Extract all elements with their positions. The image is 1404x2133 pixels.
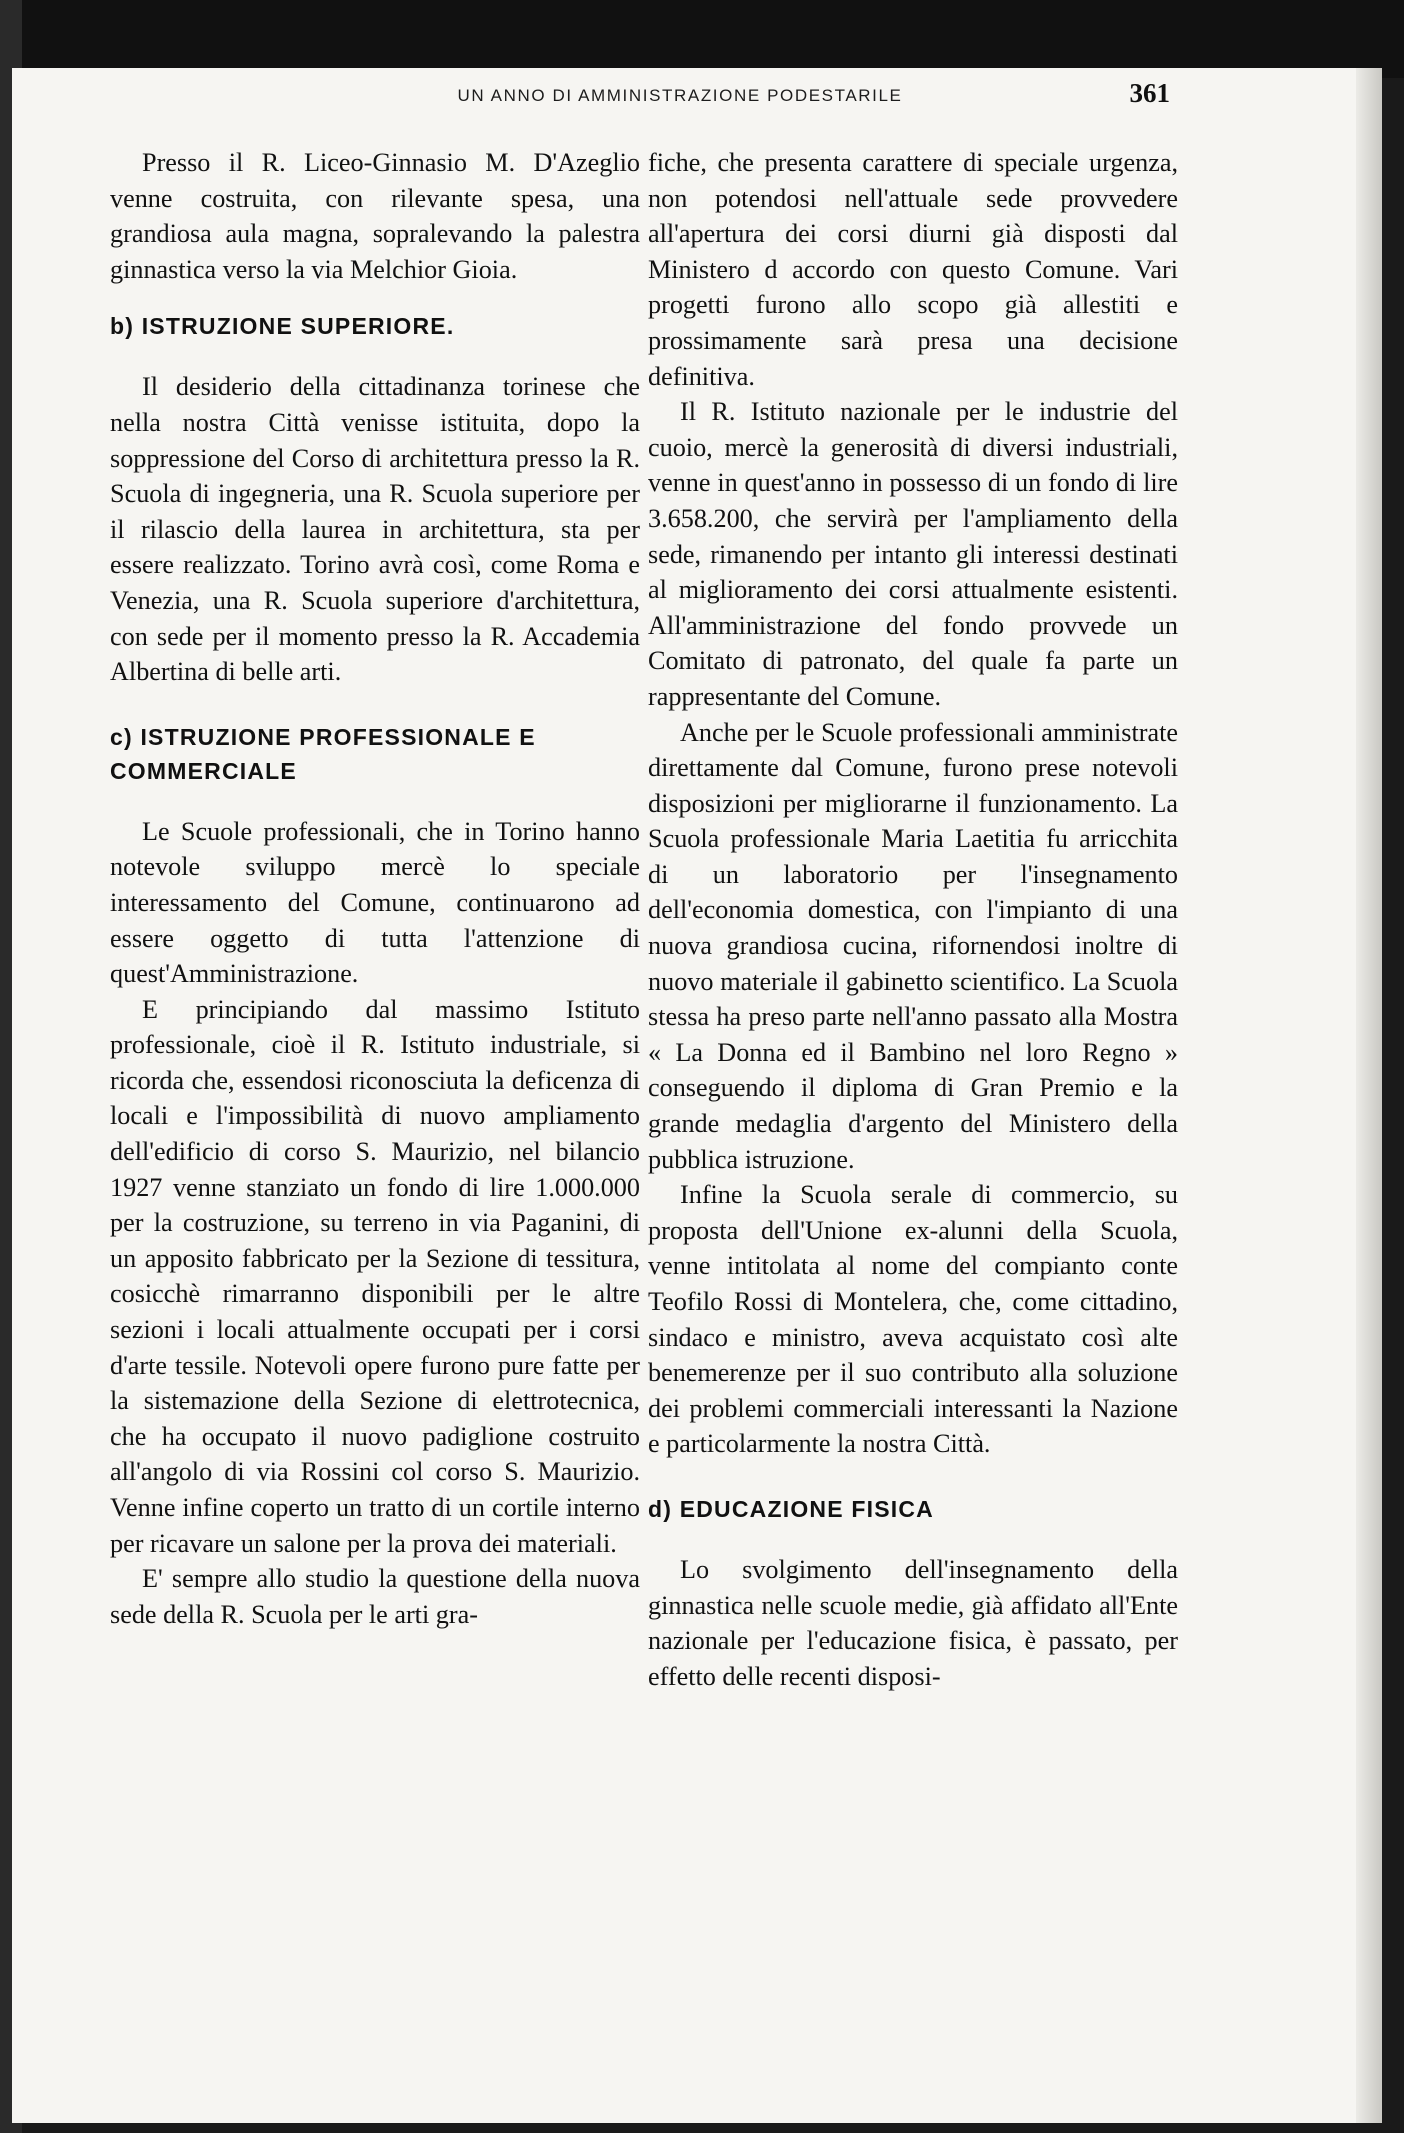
paragraph-industrie-cuoio: Il R. Istituto nazionale per le industrie del cuoio, mercè la generosità di diversi industriali, venne in quest'anno in possesso di un fondo di lire 3.658.200, che servirà per l'ampliamento della sede, rimanendo per intanto gli interessi destinati al miglioramento dei corsi attualmente esistenti. All'amministrazione del fondo provvede un Comitato di patronato, del quale fa parte un rappresentante del Comune. — [648, 397, 1178, 711]
paragraph-educazione-fisica: Lo svolgimento dell'insegnamento della ginnastica nelle scuole medie, già affidato all'Ente nazionale per l'educazione fisica, è passato, per effetto delle recenti disposi- — [648, 1554, 1178, 1691]
right-column — [648, 145, 1178, 1694]
paragraph-liceo: Presso il R. Liceo-Ginnasio M. D'Azeglio venne costruita, con rilevante spesa, una grandiosa aula magna, sopralevando la palestra ginnastica verso la via Melchior Gioia. — [110, 148, 640, 284]
paragraph-arti-grafiche: E' sempre allo studio la questione della nuova sede della R. Scuola per le arti gra- — [110, 1564, 640, 1629]
running-head: UN ANNO DI AMMINISTRAZIONE PODESTARILE — [457, 86, 903, 105]
paragraph-arti-grafiche-cont: fiche, che presenta carattere di speciale urgenza, non potendosi nell'attuale sede provvedere all'apertura dei corsi diurni già disposti dal Ministero d accordo con questo Comune. Vari progetti furono allo scopo già allestiti e prossimamente sarà presa una decisione definitiva. — [648, 148, 1178, 391]
page-number: 361 — [1129, 78, 1170, 108]
left-column — [110, 145, 640, 1632]
section-heading-d: d) EDUCAZIONE FISICA — [648, 1495, 934, 1522]
section-heading-c: c) ISTRUZIONE PROFESSIONALE E COMMERCIALE — [110, 723, 536, 784]
section-heading-b: b) ISTRUZIONE SUPERIORE. — [110, 313, 455, 340]
paragraph-scuola-serale: Infine la Scuola serale di commercio, su proposta dell'Unione ex-alunni della Scuola, venne intitolata al nome del compianto conte Teofilo Rossi di Montelera, che, come cittadino, sindaco e ministro, aveva acquistato così alte benemerenze per il suo contributo alla soluzione dei problemi commerciali interessanti la Nazione e particolarmente la nostra Città. — [648, 1180, 1178, 1459]
paragraph-istituto-industriale: E principiando dal massimo Istituto professionale, cioè il R. Istituto industriale, si ricorda che, essendosi riconosciuta la deficenza di locali e l'impossibilità di nuovo ampliamento dell'edificio di corso S. Maurizio, nel bilancio 1927 venne stanziato un fondo di lire 1.000.000 per la costruzione, su terreno in via Paganini, di un apposito fabbricato per la Sezione di tessitura, cosicchè rimarranno disponibili per le altre sezioni i locali attualmente occupati per i corsi d'arte tessile. Notevoli opere furono pure fatte per la sistemazione della Sezione di elettrotecnica, che ha occupato il nuovo padiglione costruito all'angolo di via Rossini col corso S. Maurizio. Venne infine coperto un tratto di un cortile interno per ricavare un salone per la prova dei materiali. — [110, 994, 640, 1558]
paragraph-scuole-professionali: Le Scuole professionali, che in Torino hanno notevole sviluppo mercè lo speciale interessamento del Comune, continuarono ad essere oggetto di tutta l'attenzione di quest'Amministrazione. — [110, 816, 640, 989]
paragraph-architettura: Il desiderio della cittadinanza torinese che nella nostra Città venisse istituita, dopo la soppressione del Corso di architettura presso la R. Scuola di ingegneria, una R. Scuola superiore per il rilascio della laurea in architettura, sta per essere realizzato. Torino avrà così, come Roma e Venezia, una R. Scuola superiore d'architettura, con sede per il momento presso la R. Accademia Albertina di belle arti. — [110, 372, 640, 687]
scan-top-border — [0, 0, 1404, 78]
paragraph-maria-laetitia: Anche per le Scuole professionali amministrate direttamente dal Comune, furono prese notevoli disposizioni per migliorarne il funzionamento. La Scuola professionale Maria Laetitia fu arricchita di un laboratorio per l'insegnamento dell'economia domestica, con l'impianto di una nuova grandiosa cucina, rifornendosi inoltre di nuovo materiale il gabinetto scientifico. La Scuola stessa ha preso parte nell'anno passato alla Mostra « La Donna ed il Bambino nel loro Regno » conseguendo il diploma di Gran Premio e la grande medaglia d'argento del Ministero della pubblica istruzione. — [648, 717, 1178, 1174]
